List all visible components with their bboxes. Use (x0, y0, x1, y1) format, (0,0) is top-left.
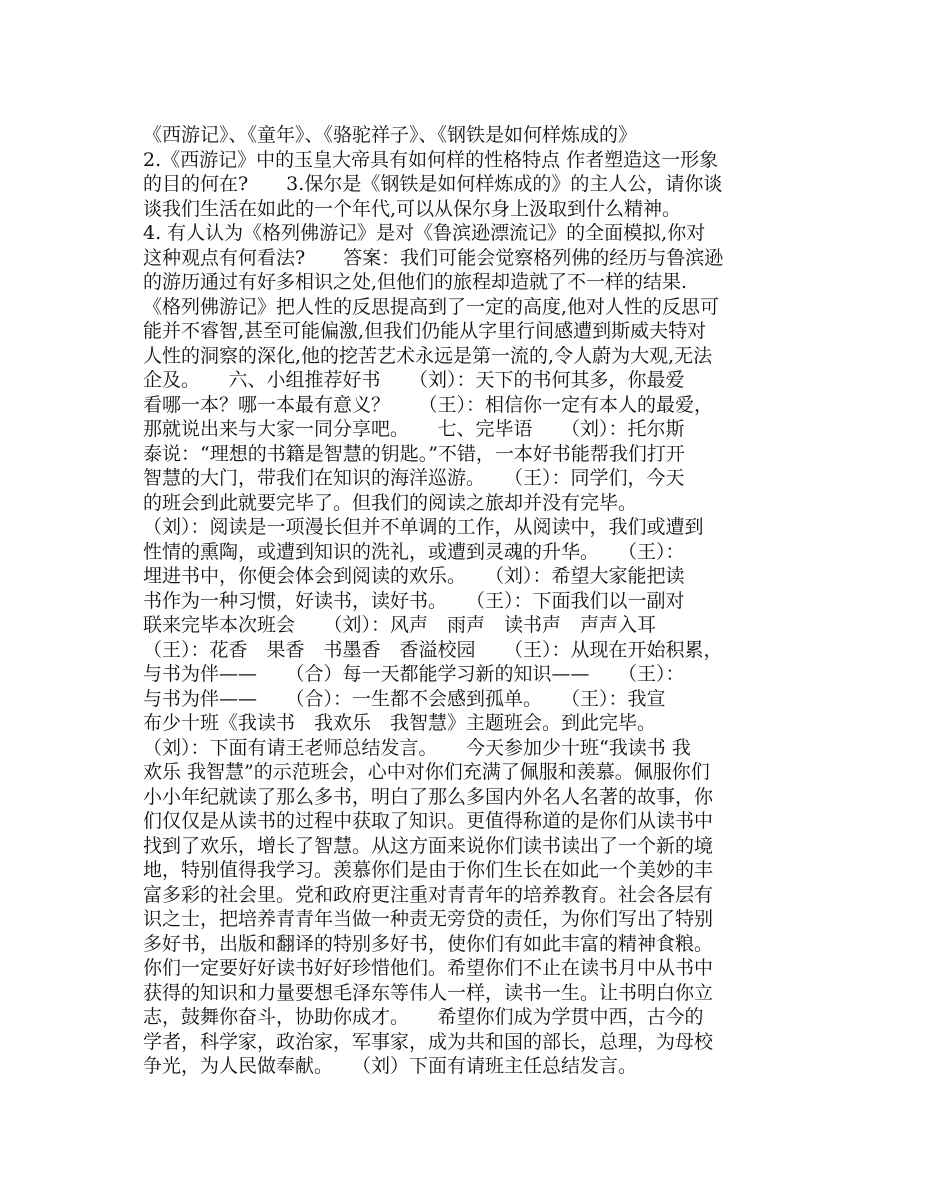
text-line: 多好书，出版和翻译的特别多好书，使你们有如此丰富的精神食粮。 (143, 932, 714, 955)
text-line: 书作为一种习惯，好读书，读好书。 （王）：下面我们以一副对 (143, 589, 685, 612)
text-line: 识之士，把培养青青年当做一种责无旁贷的责任，为你们写出了特别 (143, 908, 714, 930)
text-line: 能并不睿智,甚至可能偏激,但我们仍能从字里行间感遭到斯威夫特对 (143, 320, 707, 342)
text-line: 的游历通过有好多相识之处,但他们的旅程却造就了不一样的结果. (143, 271, 688, 293)
text-line: 性情的熏陶，或遭到知识的洗礼，或遭到灵魂的升华。 （王）： (143, 540, 685, 563)
text-line: 富多彩的社会里。党和政府更注重对青青年的培养教育。社会各层有 (143, 883, 714, 906)
text-line: 人性的洞察的深化,他的挖苦艺术永远是第一流的,令人蔚为大观,无法 (143, 344, 713, 367)
text-line: 争光，为人民做奉献。 （刘）下面有请班主任总结发言。 (143, 1055, 638, 1077)
text-line: （刘）：下面有请王老师总结发言。 今天参加少十班“我读书 我 (143, 736, 691, 759)
text-line: 泰说：“理想的书籍是智慧的钥匙。”不错，一本好书能帮我们打开 (143, 442, 685, 465)
text-line: 联来完毕本次班会 （刘）：风声 雨声 读书声 声声入耳 (143, 614, 657, 636)
text-line: 的目的何在? 3.保尔是《钢铁是如何样炼成的》的主人公，请你谈 (143, 173, 723, 195)
text-line: 2.《西游记》中的玉皇大帝具有如何样的性格特点 作者塑造这一形象 (143, 148, 719, 171)
text-line: 的班会到此就要完毕了。但我们的阅读之旅却并没有完毕。 (143, 491, 638, 514)
text-line: 智慧的大门，带我们在知识的海洋巡游。 （王）：同学们，今天 (143, 467, 685, 489)
text-line: （刘）：阅读是一项漫长但并不单调的工作，从阅读中，我们或遭到 (143, 516, 704, 538)
text-line: 学者，科学家，政治家，军事家，成为共和国的部长，总理，为母校 (143, 1030, 714, 1053)
text-line: 《格列佛游记》把人性的反思提高到了一定的高度,他对人性的反思可 (143, 295, 720, 318)
text-line: 找到了欢乐，增长了智慧。从这方面来说你们读书读出了一个新的境 (143, 834, 714, 857)
text-line: 那就说出来与大家一同分享吧。 七、完毕语 （刘）：托尔斯 (143, 418, 685, 440)
text-line: 布少十班《我读书 我欢乐 我智慧》主题班会。到此完毕。 (143, 712, 657, 734)
text-line: 4. 有人认为《格列佛游记》是对《鲁滨逊漂流记》的全面模拟,你对 (143, 222, 706, 244)
text-line: 地，特别值得我学习。羡慕你们是由于你们生长在如此一个美妙的丰 (143, 859, 714, 881)
text-line: 获得的知识和力量要想毛泽东等伟人一样，读书一生。让书明白你立 (143, 981, 714, 1004)
text-line: 与书为伴—— （合）每一天都能学习新的知识—— （王）： (143, 663, 685, 685)
text-line: 们仅仅是从读书的过程中获取了知识。更值得称道的是你们从读书中 (143, 810, 714, 832)
text-line: 企及。 六、小组推荐好书 （刘）：天下的书何其多，你最爱 (143, 369, 685, 391)
text-line: （王）：花香 果香 书墨香 香溢校园 （王）：从现在开始积累， (143, 638, 723, 661)
text-line: 与书为伴—— （合）：一生都不会感到孤单。 （王）：我宣 (143, 687, 666, 710)
text-line: 看哪一本？哪一本最有意义？ （王）：相信你一定有本人的最爱， (143, 393, 714, 416)
text-line: 你们一定要好好读书好好珍惜他们。希望你们不止在读书月中从书中 (143, 957, 714, 979)
text-line: 欢乐 我智慧”的示范班会，心中对你们充满了佩服和羡慕。佩服你们 (143, 761, 710, 783)
text-line: 谈我们生活在如此的一个年代,可以从保尔身上汲取到什么精神。 (143, 197, 682, 220)
text-line: 小小年纪就读了那么多书，明白了那么多国内外名人名著的故事，你 (143, 785, 714, 808)
text-line: 这种观点有何看法? 答案：我们可能会觉察格列佛的经历与鲁滨逊 (143, 246, 724, 269)
text-line: 志，鼓舞你奋斗，协助你成才。 希望你们成为学贯中西，古今的 (143, 1006, 704, 1028)
text-line: 埋进书中，你便会体会到阅读的欢乐。 （刘）：希望大家能把读 (143, 565, 685, 587)
body-text (143, 123, 815, 1079)
text-line: 《西游记》、《童年》、《骆驼祥子》、《钢铁是如何样炼成的》 (143, 124, 638, 146)
